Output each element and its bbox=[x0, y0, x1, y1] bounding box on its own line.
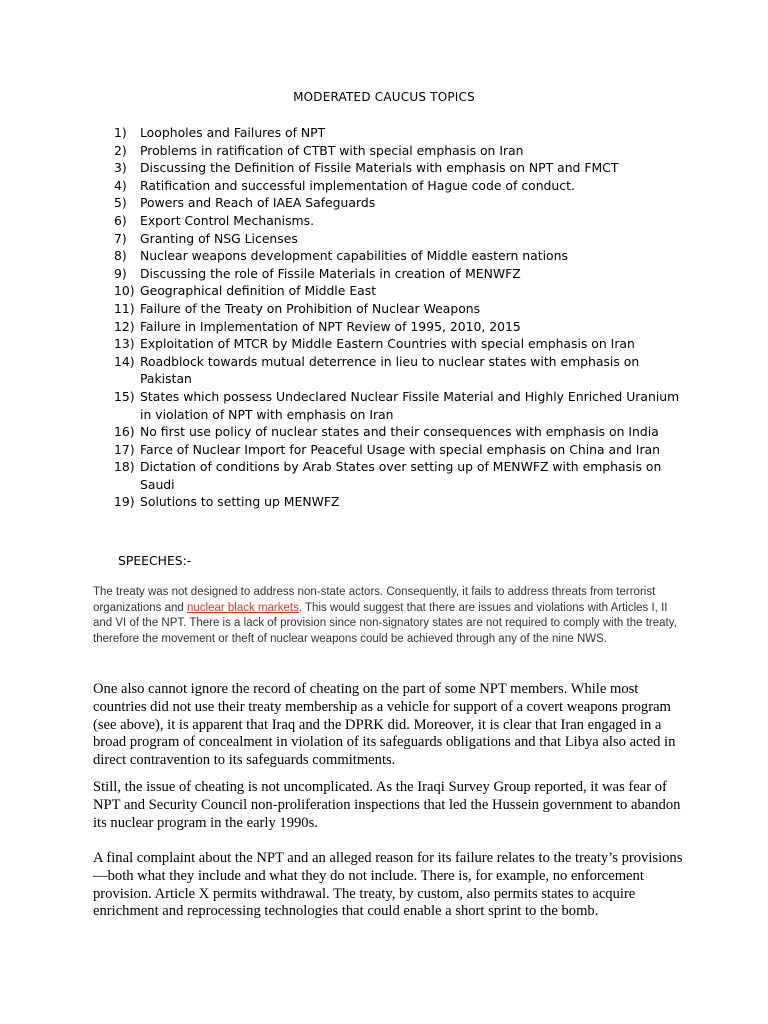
item-number: 3) bbox=[114, 160, 127, 176]
item-number: 6) bbox=[114, 212, 127, 228]
item-number: 19) bbox=[114, 494, 135, 510]
item-number: 7) bbox=[114, 230, 127, 246]
item-text: Discussing the role of Fissile Materials in creation of MENWFZ bbox=[140, 265, 521, 281]
list-item bbox=[114, 335, 684, 353]
list-item bbox=[114, 441, 684, 459]
list-item bbox=[114, 423, 684, 441]
item-number: 17) bbox=[114, 441, 135, 457]
item-text: Failure in Implementation of NPT Review of 1995, 2010, 2015 bbox=[140, 318, 521, 334]
item-text: Farce of Nuclear Import for Peaceful Usage with special emphasis on China and Iran bbox=[140, 441, 660, 457]
item-text: Nuclear weapons development capabilities of Middle eastern nations bbox=[140, 248, 568, 264]
body-paragraph: One also cannot ignore the record of cheating on the part of some NPT members. While most countries did not use their treaty membership as a vehicle for support of a covert weapons program (see above), it is apparent that Iraq and the DPRK did. Moreover, it is clear that Iran engaged in a broad program of concealment in violation of its safeguards obligations and that Libya also acted in direct contravention to its safeguards commitments. bbox=[93, 681, 676, 769]
item-text: Geographical definition of Middle East bbox=[140, 283, 377, 299]
list-item bbox=[114, 124, 684, 142]
item-text: Powers and Reach of IAEA Safeguards bbox=[140, 195, 376, 211]
list-item bbox=[114, 194, 684, 212]
list-item bbox=[114, 388, 684, 423]
list-item bbox=[114, 493, 684, 511]
topics-list bbox=[114, 124, 684, 511]
item-number: 13) bbox=[114, 336, 135, 352]
item-number: 12) bbox=[114, 318, 135, 334]
list-item bbox=[114, 159, 684, 177]
list-item bbox=[114, 300, 684, 318]
item-number: 14) bbox=[114, 353, 135, 369]
list-item bbox=[114, 230, 684, 248]
list-item bbox=[114, 282, 684, 300]
item-number: 1) bbox=[114, 125, 127, 140]
item-number: 2) bbox=[114, 142, 127, 158]
quote-text-after: . This would suggest that there are issues and violations with Articles I, II and VI of the NPT. There is a lack of provision since non-signatory states are not required to comply with the treaty, therefore the movement or theft of nuclear weapons could be achieved through any of the nine NWS. bbox=[93, 601, 677, 645]
list-item bbox=[114, 177, 684, 195]
list-item bbox=[114, 265, 684, 283]
item-text: Dictation of conditions by Arab States over setting up of MENWFZ with emphasis on Saudi bbox=[140, 459, 662, 492]
nuclear-black-markets-link[interactable]: nuclear black markets bbox=[186, 601, 299, 614]
item-number: 18) bbox=[114, 459, 135, 475]
item-number: 10) bbox=[114, 283, 135, 299]
list-item bbox=[114, 212, 684, 230]
item-text: Solutions to setting up MENWFZ bbox=[140, 494, 340, 510]
body-paragraph: A final complaint about the NPT and an alleged reason for its failure relates to the treaty’s provisions—both what they include and what they do not include. There is, for example, no enforcement provision. Article X permits withdrawal. The treaty, by custom, also permits states to acquire enrichment and reprocessing technologies that could enable a short sprint to the bomb. bbox=[93, 850, 683, 920]
item-text: Failure of the Treaty on Prohibition of Nuclear Weapons bbox=[140, 300, 481, 316]
speeches-heading: SPEECHES:- bbox=[118, 553, 192, 568]
item-number: 9) bbox=[114, 265, 127, 281]
item-number: 5) bbox=[114, 195, 127, 211]
list-item bbox=[114, 353, 684, 388]
list-item bbox=[114, 458, 684, 493]
quoted-excerpt bbox=[93, 585, 683, 647]
list-item bbox=[114, 318, 684, 336]
item-text: States which possess Undeclared Nuclear Fissile Material and Highly Enriched Uranium in violation of NPT with emphasis on Iran bbox=[140, 388, 680, 422]
item-text: Problems in ratification of CTBT with special emphasis on Iran bbox=[140, 142, 524, 158]
body-paragraph: Still, the issue of cheating is not uncomplicated. As the Iraqi Survey Group reported, it was fear of NPT and Security Council non-proliferation inspections that led the Hussein government to abandon its nuclear program in the early 1990s. bbox=[93, 779, 681, 831]
list-item bbox=[114, 247, 684, 265]
item-text: Granting of NSG Licenses bbox=[140, 230, 298, 246]
item-text: Discussing the Definition of Fissile Materials with emphasis on NPT and FMCT bbox=[140, 160, 619, 176]
item-text: No first use policy of nuclear states and their consequences with emphasis on India bbox=[140, 424, 659, 440]
item-text: Roadblock towards mutual deterrence in lieu to nuclear states with emphasis on Pakistan bbox=[140, 353, 640, 387]
item-number: 16) bbox=[114, 424, 135, 440]
item-number: 15) bbox=[114, 388, 135, 404]
item-text: Loopholes and Failures of NPT bbox=[140, 125, 326, 140]
item-text: Ratification and successful implementation of Hague code of conduct. bbox=[140, 177, 575, 193]
item-text: Exploitation of MTCR by Middle Eastern Countries with special emphasis on Iran bbox=[140, 336, 635, 352]
quote-text-before: The treaty was not designed to address non-state actors. Consequently, it fails to address threats from terrorist organizations and bbox=[93, 586, 656, 614]
item-number: 4) bbox=[114, 177, 127, 193]
item-number: 8) bbox=[114, 248, 127, 264]
item-text: Export Control Mechanisms. bbox=[140, 212, 315, 228]
item-number: 11) bbox=[114, 300, 135, 316]
page-title: MODERATED CAUCUS TOPICS bbox=[293, 90, 475, 104]
list-item bbox=[114, 142, 684, 160]
